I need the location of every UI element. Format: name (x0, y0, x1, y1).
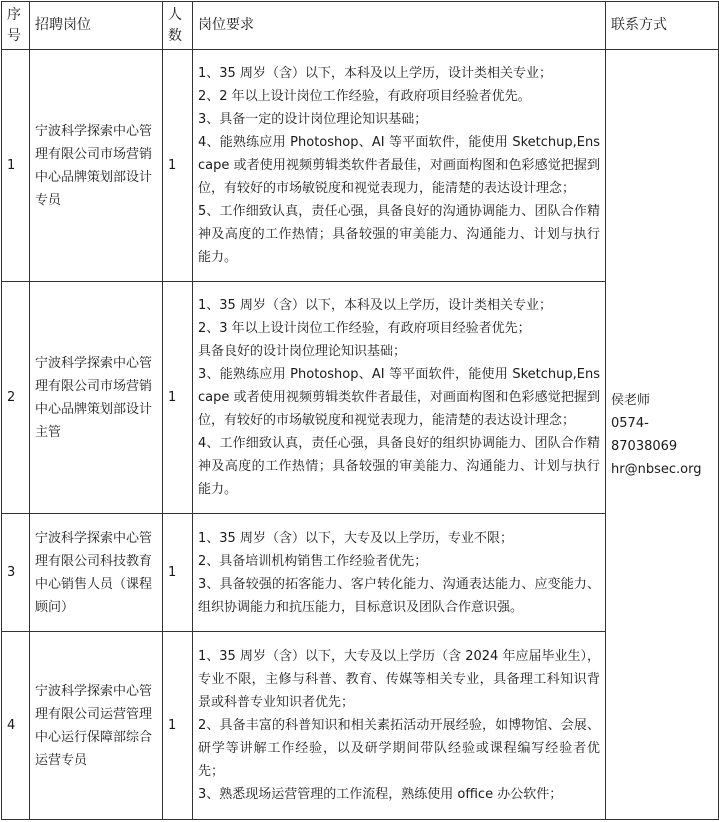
requirement-item: 3、具备一定的设计岗位理论知识基础； (198, 112, 428, 127)
requirement-item: 具备良好的设计岗位理论知识基础； (198, 344, 407, 359)
header-serial-number (2, 2, 30, 50)
header-serial-char-2: 号 (7, 27, 21, 44)
requirement-item: 2、具备培训机构销售工作经验者优先； (198, 553, 428, 569)
row-serial-number: 2 (2, 282, 30, 514)
header-headcount-char-1: 人 (168, 6, 182, 23)
requirement-item: 4、工作细致认真，责任心强，具备良好的组织协调能力、团队合作精神及高度的工作热情；具备较强的审美能力、沟通能力、计划与执行能力。 (198, 436, 600, 497)
requirement-item: 1、35 周岁（含）以下，大专及以上学历（含 2024 年应届毕业生），专业不限，主修与科普、教育、传媒等相关专业，具备理工科知识背景或科普专业知识者优先； (198, 649, 600, 710)
table-header-row (2, 2, 719, 50)
requirement-item: 1、35 周岁（含）以下，本科及以上学历，设计类相关专业； (198, 298, 552, 313)
row-position: 宁波科学探索中心管理有限公司运营管理中心运行保障部综合运营专员 (30, 632, 163, 820)
contact-phone-number: 87038069 (611, 438, 678, 454)
requirement-item: 1、35 周岁（含）以下，本科及以上学历，设计类相关专业； (198, 66, 552, 81)
contact-phone-area: 0574- (611, 415, 649, 431)
header-position: 招聘岗位 (30, 2, 163, 50)
requirement-item: 5、工作细致认真，责任心强，具备良好的沟通协调能力、团队合作精神及高度的工作热情；具备较强的审美能力、沟通能力、计划与执行能力。 (198, 204, 600, 265)
requirement-item: 3、熟悉现场运营管理的工作流程，熟练使用 office 办公软件； (198, 787, 563, 802)
row-serial-number: 1 (2, 50, 30, 282)
row-requirements (193, 514, 606, 632)
contact-info (606, 50, 719, 820)
requirement-item: 2、3 年以上设计岗位工作经验，有政府项目经验者优先； (198, 321, 531, 336)
requirement-item: 4、能熟练应用 Photoshop、AI 等平面软件，能使用 Sketchup,Enscape 或者使用视频剪辑类软件者最佳，对画面构图和色彩感觉把握到位，有较好的市场敏锐度和视觉表现力，能清楚的表达设计理念； (198, 135, 600, 196)
header-headcount (163, 2, 193, 50)
row-headcount: 1 (163, 282, 193, 514)
header-requirements: 岗位要求 (193, 2, 606, 50)
requirement-item: 3、具备较强的拓客能力、客户转化能力、沟通表达能力、应变能力、组织协调能力和抗压能力，目标意识及团队合作意识强。 (198, 576, 600, 615)
row-requirements (193, 282, 606, 514)
header-serial-char-1: 序 (7, 6, 21, 23)
table-row (2, 50, 719, 282)
row-requirements (193, 50, 606, 282)
row-position: 宁波科学探索中心管理有限公司市场营销中心品牌策划部设计主管 (30, 282, 163, 514)
header-contact: 联系方式 (606, 2, 719, 50)
row-position: 宁波科学探索中心管理有限公司市场营销中心品牌策划部设计专员 (30, 50, 163, 282)
row-position: 宁波科学探索中心管理有限公司科技教育中心销售人员（课程顾问） (30, 514, 163, 632)
requirement-item: 2、2 年以上设计岗位工作经验，有政府项目经验者优先。 (198, 89, 531, 104)
row-serial-number: 3 (2, 514, 30, 632)
row-requirements (193, 632, 606, 820)
row-headcount: 1 (163, 514, 193, 632)
requirement-item: 1、35 周岁（含）以下，大专及以上学历，专业不限； (198, 530, 513, 546)
requirement-item: 2、具备丰富的科普知识和相关素拓活动开展经验，如博物馆、会展、研学等讲解工作经验，以及研学期间带队经验或课程编写经验者优先； (198, 718, 600, 779)
contact-name: 侯老师 (611, 392, 651, 408)
contact-email: hr@nbsec.org (611, 461, 702, 477)
row-headcount: 1 (163, 50, 193, 282)
header-headcount-char-2: 数 (168, 27, 182, 44)
recruitment-table (1, 1, 719, 820)
requirement-item: 3、能熟练应用 Photoshop、AI 等平面软件，能使用 Sketchup,Enscape 或者使用视频剪辑类软件者最佳，对画面构图和色彩感觉把握到位，有较好的市场敏锐度和视觉表现力，能清楚的表达设计理念； (198, 367, 600, 428)
row-headcount: 1 (163, 632, 193, 820)
row-serial-number: 4 (2, 632, 30, 820)
